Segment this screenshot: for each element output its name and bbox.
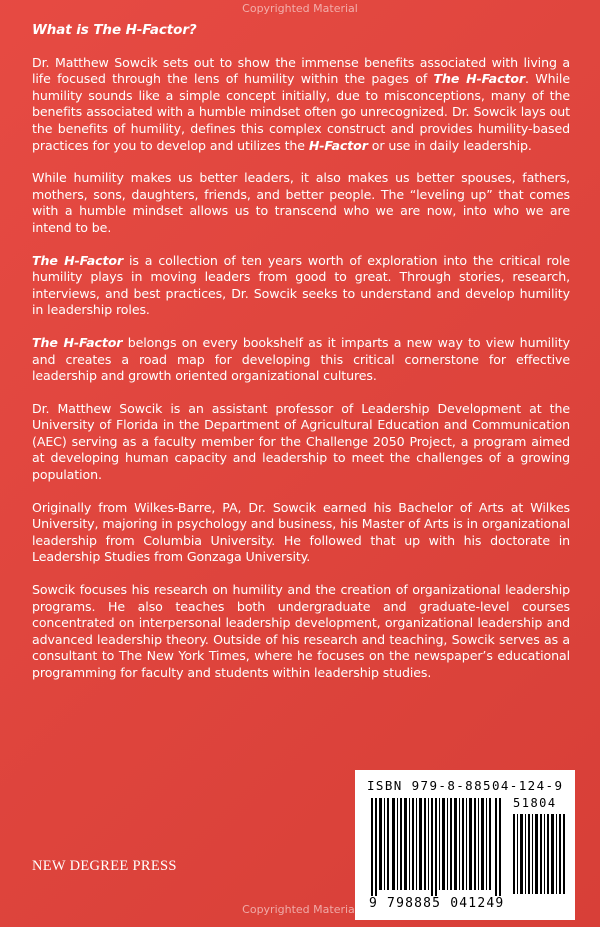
blurb-paragraph-2: While humility makes us better leaders, it also makes us better spouses, fathers, mothers, sons, daughters, friends, and better people. The “leveling up” that comes with a humble mindset allows us to transcend who we are now, into who we are intend to be. (32, 170, 570, 235)
author-bio-paragraph-1: Dr. Matthew Sowcik is an assistant professor of Leadership Development at the University of Florida in the Department of Agricultural Education and Communication (AEC) serving as a faculty member for the Challenge 2050 Project, a program aimed at developing human capacity and leadership to meet the challenges of a growing population. (32, 400, 570, 483)
blurb-paragraph-1 (32, 55, 570, 155)
h-factor-emphasis: H-Factor (308, 137, 368, 153)
text-run: or use in daily leadership. (367, 137, 532, 153)
book-title-emphasis: The H-Factor (32, 334, 123, 350)
addon-barcode-icon (513, 814, 565, 894)
text-run: belongs on every bookshelf as it imparts a new way to view humility and creates a road map for developing this critical cornerstone for effective leadership and growth oriented organizational cultures. (32, 334, 571, 384)
barcode-digits: 9 798885 041249 (369, 896, 505, 911)
blurb-paragraph-3 (32, 253, 570, 319)
price-code: 51804 (513, 796, 557, 810)
text-run: . While humility sounds like a simple concept initially, due to misconceptions, many of the benefits associated with a humble mindset often go unrecognized. Dr. Sowcik lays out the benefits of humility, defines this complex construct and provides humility-based practices for you to develop and utilizes the (32, 71, 570, 153)
isbn-label: ISBN 979-8-88504-124-9 (367, 778, 564, 793)
barcode-icon (367, 798, 505, 896)
back-cover-blurb (32, 22, 570, 698)
book-title-emphasis: The H-Factor (433, 71, 526, 87)
text-run: is a collection of ten years worth of exploration into the critical role humility plays in moving leaders from good to great. Through stories, research, interviews, and best practices, Dr. Sowcik seeks to understand and develop humility in leadership roles. (32, 252, 570, 318)
author-bio-paragraph-3: Sowcik focuses his research on humility and the creation of organizational leadership programs. He also teaches both undergraduate and graduate-level courses concentrated on interpersonal leadership development, organizational leadership and advanced leadership theory. Outside of his research and teaching, Sowcik serves as a consultant to The New York Times, where he focuses on the newspaper’s educational programming for faculty and students within leadership studies. (32, 582, 570, 680)
book-title-emphasis: The H-Factor (32, 252, 124, 268)
blurb-paragraph-4 (32, 335, 570, 385)
publisher-name: NEW DEGREE PRESS (32, 858, 177, 874)
author-bio-paragraph-2: Originally from Wilkes-Barre, PA, Dr. Sowcik earned his Bachelor of Arts at Wilkes University, majoring in psychology and business, his Master of Arts is in organizational leadership from Columbia University. He followed that up with his doctorate in Leadership Studies from Gonzaga University. (32, 499, 570, 565)
blurb-heading: What is The H-Factor? (32, 22, 197, 38)
isbn-barcode-box (355, 770, 575, 920)
text-run: Dr. Matthew Sowcik sets out to show the immense benefits associated with living a life focused through the lens of humility within the pages of (32, 54, 570, 87)
watermark-bottom: Copyrighted Material (242, 903, 358, 916)
watermark-top: Copyrighted Material (242, 2, 358, 15)
